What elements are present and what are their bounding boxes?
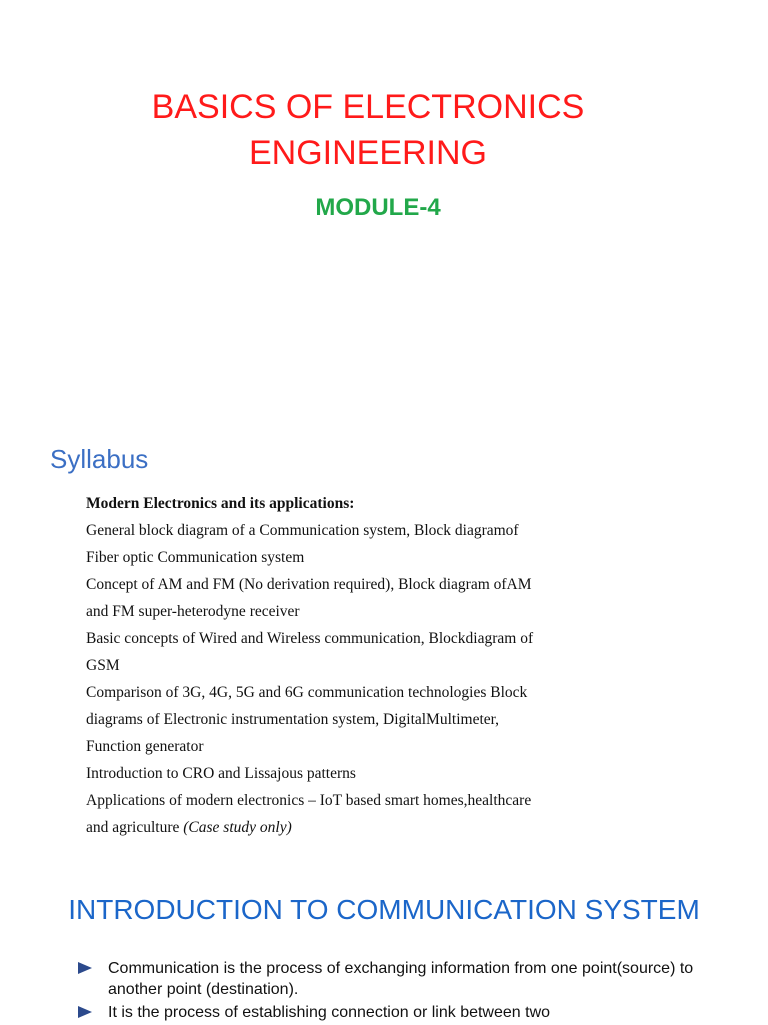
title-slide (0, 0, 768, 420)
syllabus-heading: Syllabus (50, 444, 149, 474)
syllabus-line: Fiber optic Communication system (86, 549, 305, 566)
case-study-note: (Case study only) (183, 819, 292, 836)
syllabus-line: GSM (86, 657, 120, 674)
syllabus-slide (0, 430, 768, 870)
arrow-bullet-icon (78, 1006, 92, 1018)
syllabus-line: General block diagram of a Communication system, Block diagramof (86, 522, 519, 539)
syllabus-line: Basic concepts of Wired and Wireless communication, Blockdiagram of (86, 630, 534, 647)
intro-slide (0, 880, 768, 1024)
syllabus-line: Concept of AM and FM (No derivation required), Block diagram ofAM (86, 576, 532, 593)
title-line-1: BASICS OF ELECTRONICS (151, 88, 585, 126)
syllabus-line: Comparison of 3G, 4G, 5G and 6G communication technologies Block (86, 684, 528, 701)
bullet-text: Communication is the process of exchanging information from one point(source) to another point (destination). (108, 960, 694, 998)
syllabus-line: and FM super-heterodyne receiver (86, 603, 300, 620)
list-item (78, 958, 718, 1000)
bullet-text: It is the process of establishing connection or link between two (108, 1004, 551, 1021)
module-label: MODULE-4 (315, 194, 441, 221)
syllabus-line: Applications of modern electronics – IoT based smart homes,healthcare (86, 792, 532, 809)
arrow-bullet-icon (78, 962, 92, 974)
syllabus-line: Function generator (86, 738, 204, 755)
intro-bullet-list (78, 958, 718, 1025)
title-line-2: ENGINEERING (248, 134, 488, 172)
list-item (78, 1002, 718, 1023)
syllabus-list (86, 490, 716, 841)
syllabus-line: diagrams of Electronic instrumentation system, DigitalMultimeter, (86, 711, 500, 728)
syllabus-line: Introduction to CRO and Lissajous patterns (86, 765, 356, 782)
page-title (0, 84, 736, 176)
syllabus-line-text: and agriculture (86, 819, 184, 836)
intro-heading: INTRODUCTION TO COMMUNICATION SYSTEM (68, 894, 700, 925)
syllabus-line: Modern Electronics and its applications: (86, 495, 355, 512)
syllabus-line-last (86, 814, 716, 841)
